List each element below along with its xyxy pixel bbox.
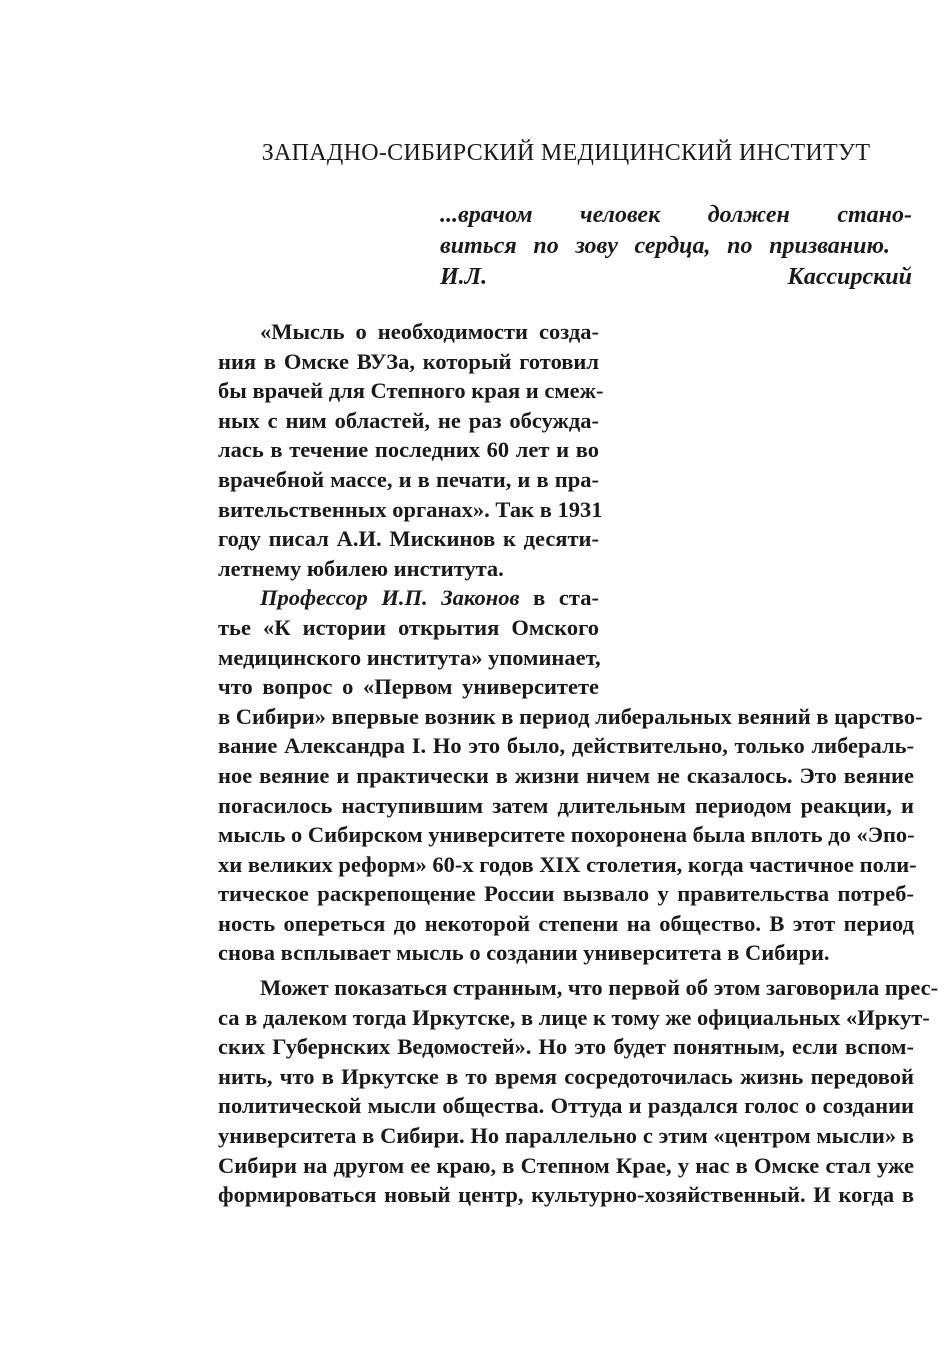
paragraph-2	[218, 583, 923, 968]
text-line: Может показаться странным, что первой об этом заговорила прес-	[260, 975, 939, 1001]
text-line: погасилось наступившим затем длительным периодом реакции, и	[218, 792, 914, 818]
text-line: мысль о Сибирском университете похоронена была вплоть до «Эпо-	[218, 822, 915, 848]
text-line: году писал А.И. Мискинов к десяти-	[218, 526, 599, 552]
text-line: бы врачей для Степного края и смеж-	[218, 378, 604, 404]
text-line: университета в Сибири. Но параллельно с этим «центром мысли» в	[218, 1123, 914, 1149]
text-line: врачебной массе, и в печати, и в пра-	[218, 466, 599, 492]
text-line: снова всплывает мысль о создании университета в Сибири.	[218, 940, 830, 966]
text-line: «Мысль о необходимости созда-	[260, 319, 599, 344]
text-fragment: в ста-	[519, 585, 599, 611]
text-line: нить, что в Иркутске в то время сосредоточилась жизнь передовой	[218, 1063, 914, 1089]
author-name: Профессор И.П. Законов	[260, 585, 520, 611]
text-line: тье «К истории открытия Омского	[218, 614, 599, 640]
text-line: вание Александра I. Но это было, действительно, только либераль-	[218, 733, 914, 759]
epigraph	[440, 200, 912, 293]
text-line: ния в Омске ВУЗа, который готовил	[218, 348, 599, 374]
epigraph-line-1: ...врачом человек должен стано-	[440, 202, 912, 228]
text-line: са в далеком тогда Иркутске, в лице к тому же официальных «Иркут-	[218, 1004, 930, 1030]
text-line: Сибири на другом ее краю, в Степном Крае, у нас в Омске стал уже	[218, 1152, 914, 1178]
epigraph-line-2: виться по зову сердца, по призванию.	[440, 233, 890, 259]
text-line: лась в течение последних 60 лет и во	[218, 437, 599, 463]
text-line: формироваться новый центр, культурно-хозяйственный. И когда в	[218, 1182, 914, 1208]
text-line: ных с ним областей, не раз обсужда-	[218, 407, 599, 433]
text-line: ность опереться до некоторой степени на общество. В этот период	[218, 910, 914, 936]
text-line: в Сибири» впервые возник в период либеральных веяний в царство-	[218, 703, 923, 729]
text-line: ских Губернских Ведомостей». Но это будет понятным, если вспом-	[218, 1034, 914, 1060]
text-line: медицинского института» упоминает,	[218, 644, 601, 670]
text-line: что вопрос о «Первом университете	[218, 674, 599, 700]
body-text	[218, 317, 939, 1210]
chapter-title: ЗАПАДНО-СИБИРСКИЙ МЕДИЦИНСКИЙ ИНСТИТУТ	[261, 140, 871, 166]
paragraph-1	[218, 317, 604, 583]
text-line	[218, 583, 599, 613]
text-line: тическое раскрепощение России вызвало у правительства потреб-	[218, 881, 914, 907]
text-line: ное веяние и практически в жизни ничем не сказалось. Это веяние	[218, 762, 914, 788]
text-line: летнему юбилею института.	[218, 555, 504, 581]
text-line: хи великих реформ» 60-х годов XIX столетия, когда частичное поли-	[218, 851, 917, 877]
text-line: вительственных органах». Так в 1931	[218, 496, 603, 522]
text-line: политической мысли общества. Оттуда и раздался голос о создании	[218, 1093, 914, 1119]
epigraph-author: И.Л. Кассирский	[440, 264, 912, 290]
paragraph-3	[218, 973, 939, 1210]
